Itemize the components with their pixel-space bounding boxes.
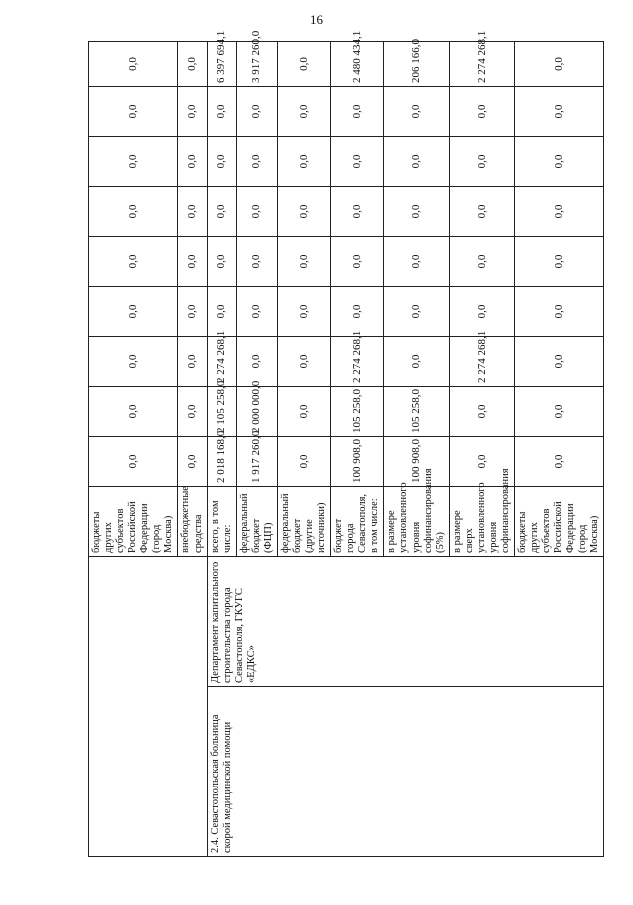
value-cell: 0,0 [89, 437, 178, 487]
value-cell: 0,0 [384, 137, 449, 187]
value-cell: 0,0 [515, 437, 604, 487]
value-cell: 0,0 [89, 87, 178, 137]
source-label: бюджеты других субъектов Российской Федерации (город Москва) [515, 487, 604, 557]
financing-table-area [88, 30, 601, 857]
total-cell: 3 917 260,0 [236, 42, 277, 87]
value-cell: 0,0 [384, 237, 449, 287]
total-cell: 2 480 434,1 [331, 42, 384, 87]
value-cell: 0,0 [277, 387, 330, 437]
value-cell: 0,0 [89, 187, 178, 237]
source-label: в размере установленного уровня софинансирования (5%) [384, 487, 449, 557]
value-cell: 0,0 [236, 187, 277, 237]
value-cell: 0,0 [178, 87, 207, 137]
value-cell: 2 018 168,0 [207, 437, 236, 487]
value-cell: 100 908,0 [384, 437, 449, 487]
total-cell: 6 397 694,1 [207, 42, 236, 87]
value-cell: 0,0 [331, 287, 384, 337]
value-cell: 0,0 [384, 187, 449, 237]
value-cell: 0,0 [178, 137, 207, 187]
value-cell: 0,0 [331, 237, 384, 287]
value-cell: 0,0 [89, 237, 178, 287]
value-cell: 0,0 [277, 87, 330, 137]
source-label: федеральный бюджет (ФЦП) [236, 487, 277, 557]
value-cell: 0,0 [207, 187, 236, 237]
table-row [207, 42, 236, 857]
value-cell: 0,0 [236, 337, 277, 387]
value-cell: 0,0 [449, 387, 514, 437]
table-row [89, 42, 178, 857]
value-cell: 0,0 [331, 187, 384, 237]
value-cell: 0,0 [207, 287, 236, 337]
value-cell: 0,0 [331, 87, 384, 137]
total-cell: 0,0 [178, 42, 207, 87]
value-cell: 2 274 268,1 [449, 337, 514, 387]
value-cell: 0,0 [178, 237, 207, 287]
value-cell: 0,0 [277, 287, 330, 337]
value-cell: 0,0 [89, 387, 178, 437]
value-cell: 0,0 [178, 287, 207, 337]
source-label: бюджеты других субъектов Российской Федерации (город Москва) [89, 487, 178, 557]
value-cell: 2 000 000,0 [236, 387, 277, 437]
value-cell: 0,0 [207, 87, 236, 137]
value-cell: 0,0 [384, 87, 449, 137]
value-cell: 105 258,0 [331, 387, 384, 437]
source-label: внебюджетные средства [178, 487, 207, 557]
continuation-cell [89, 557, 208, 857]
value-cell: 0,0 [89, 337, 178, 387]
value-cell: 0,0 [515, 87, 604, 137]
source-label: в размере сверх установленного уровня софинансирования [449, 487, 514, 557]
source-label: федеральный бюджет (другие источники) [277, 487, 330, 557]
value-cell: 0,0 [331, 137, 384, 187]
financing-table [88, 30, 604, 857]
value-cell: 0,0 [207, 137, 236, 187]
total-cell: 2 274 268,1 [449, 42, 514, 87]
value-cell: 1 917 260,0 [236, 437, 277, 487]
value-cell: 0,0 [515, 287, 604, 337]
value-cell: 0,0 [236, 87, 277, 137]
object-name: 2.4. Севастопольская больница скорой медицинской помощи [207, 687, 604, 857]
total-cell: 0,0 [89, 42, 178, 87]
value-cell: 0,0 [449, 87, 514, 137]
value-cell: 0,0 [207, 237, 236, 287]
value-cell: 0,0 [515, 237, 604, 287]
source-label: бюджет города Севастополя, в том числе: [331, 487, 384, 557]
page-number: 16 [310, 12, 323, 27]
value-cell: 0,0 [515, 337, 604, 387]
total-cell: 0,0 [277, 42, 330, 87]
value-cell: 0,0 [178, 387, 207, 437]
total-cell: 0,0 [515, 42, 604, 87]
value-cell: 0,0 [277, 237, 330, 287]
value-cell: 0,0 [89, 287, 178, 337]
value-cell: 0,0 [236, 137, 277, 187]
value-cell: 0,0 [178, 437, 207, 487]
value-cell: 0,0 [449, 437, 514, 487]
value-cell: 0,0 [277, 337, 330, 387]
value-cell: 105 258,0 [384, 387, 449, 437]
value-cell: 100 908,0 [331, 437, 384, 487]
value-cell: 2 105 258,0 [207, 387, 236, 437]
value-cell: 0,0 [515, 187, 604, 237]
value-cell: 0,0 [277, 437, 330, 487]
value-cell: 0,0 [449, 287, 514, 337]
value-cell: 0,0 [277, 187, 330, 237]
value-cell: 0,0 [277, 137, 330, 187]
value-cell: 0,0 [515, 387, 604, 437]
source-label: всего, в том числе: [207, 487, 236, 557]
value-cell: 0,0 [89, 137, 178, 187]
value-cell: 2 274 268,1 [331, 337, 384, 387]
value-cell: 0,0 [236, 237, 277, 287]
total-cell: 206 166,0 [384, 42, 449, 87]
value-cell: 0,0 [236, 287, 277, 337]
value-cell: 0,0 [384, 337, 449, 387]
value-cell: 0,0 [515, 137, 604, 187]
value-cell: 0,0 [178, 187, 207, 237]
value-cell: 0,0 [449, 237, 514, 287]
value-cell: 2 274 268,1 [207, 337, 236, 387]
value-cell: 0,0 [384, 287, 449, 337]
executor-name: Департамент капитального строительства города Севастополя, ГКУГС «ЕДКС» [207, 557, 604, 687]
value-cell: 0,0 [449, 187, 514, 237]
value-cell: 0,0 [449, 137, 514, 187]
value-cell: 0,0 [178, 337, 207, 387]
